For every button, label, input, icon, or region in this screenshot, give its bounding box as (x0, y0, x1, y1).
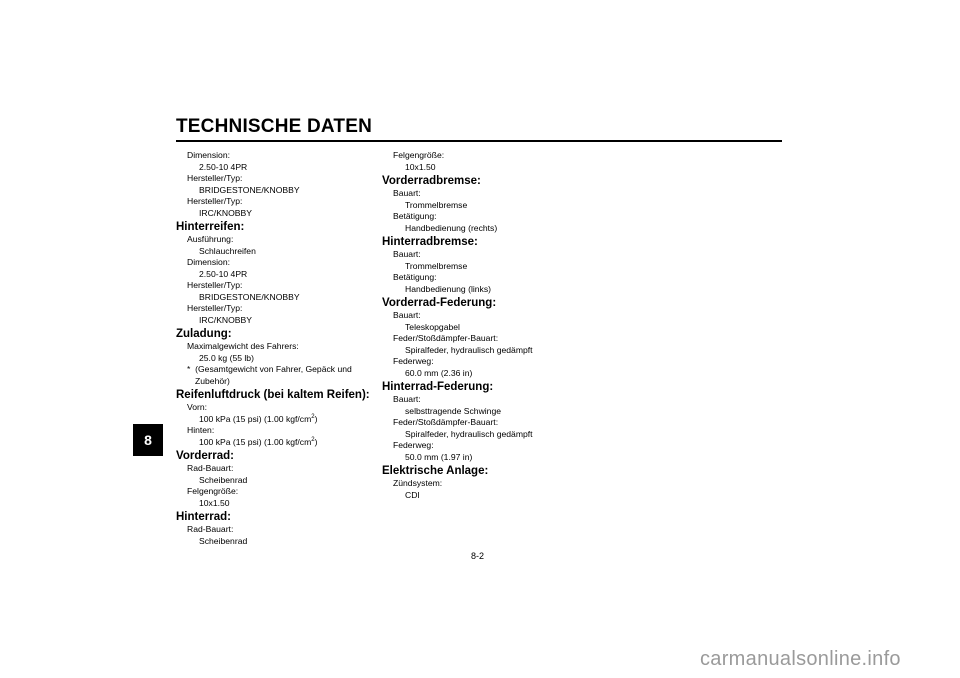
left-column (176, 150, 376, 547)
spec-label: Rad-Bauart: (187, 524, 234, 534)
title-rule (176, 140, 782, 142)
spec-label: Bauart: (393, 394, 421, 404)
section-heading-electrical: Elektrische Anlage: (382, 465, 489, 477)
spec-label: Felgengröße: (393, 150, 445, 160)
page-number: 8-2 (471, 551, 485, 561)
spec-value: IRC/KNOBBY (199, 314, 253, 325)
spec-value: Schlauchreifen (199, 245, 256, 256)
section-heading-rear-suspension: Hinterrad-Federung: (382, 381, 494, 393)
spec-value-rear-pressure: 100 kPa (15 psi) (1.00 kgf/$cm^2$) (199, 436, 318, 447)
spec-label: Dimension: (187, 150, 230, 160)
note-text-2: Zubehör) (195, 375, 230, 386)
section-heading-front-wheel: Vorderrad: (176, 450, 234, 462)
spec-label: Zündsystem: (393, 478, 443, 488)
spec-label: Betätigung: (393, 211, 437, 221)
spec-label: Rad-Bauart: (187, 463, 234, 473)
spec-value: 50.0 mm (1.97 in) (405, 451, 473, 462)
spec-label: Bauart: (393, 188, 421, 198)
spec-label: Bauart: (393, 249, 421, 259)
section-heading-rear-brake: Hinterradbremse: (382, 236, 478, 248)
section-heading-rear-tire: Hinterreifen: (176, 221, 245, 233)
note-star: * (187, 364, 191, 374)
spec-value: 10x1.50 (199, 497, 230, 508)
spec-label: Dimension: (187, 257, 230, 267)
spec-value: Handbedienung (rechts) (405, 222, 498, 233)
note-text-1: (Gesamtgewicht von Fahrer, Gepäck und (195, 364, 352, 374)
spec-value: Handbedienung (links) (405, 283, 491, 294)
spec-value-front-pressure: 100 kPa (15 psi) (1.00 kgf/$cm^2$) (199, 413, 318, 424)
spec-label: Hersteller/Typ: (187, 173, 243, 183)
spec-label: Feder/Stoßdämpfer-Bauart: (393, 333, 499, 343)
page-title: TECHNISCHE DATEN (176, 116, 373, 137)
section-heading-front-brake: Vorderradbremse: (382, 175, 481, 187)
section-heading-rear-wheel: Hinterrad: (176, 511, 231, 523)
spec-value: selbsttragende Schwinge (405, 405, 502, 416)
spec-label: Bauart: (393, 310, 421, 320)
spec-value: Teleskopgabel (405, 321, 460, 332)
spec-value: 2.50-10 4PR (199, 161, 248, 172)
spec-label: Hersteller/Typ: (187, 303, 243, 313)
section-heading-tire-pressure: Reifenluftdruck (bei kaltem Reifen): (176, 389, 370, 401)
spec-label: Federweg: (393, 440, 434, 450)
spec-label: Betätigung: (393, 272, 437, 282)
spec-label: Hinten: (187, 425, 215, 435)
spec-label: Felgengröße: (187, 486, 239, 496)
spec-value: BRIDGESTONE/KNOBBY (199, 184, 300, 195)
spec-value: BRIDGESTONE/KNOBBY (199, 291, 300, 302)
spec-label: Feder/Stoßdämpfer-Bauart: (393, 417, 499, 427)
spec-value: IRC/KNOBBY (199, 207, 253, 218)
spec-value: Scheibenrad (199, 474, 248, 485)
spec-value: Scheibenrad (199, 535, 248, 546)
spec-value: Trommelbremse (405, 199, 468, 210)
load-note (176, 364, 376, 387)
spec-label: Maximalgewicht des Fahrers: (187, 341, 299, 351)
spec-label: Hersteller/Typ: (187, 280, 243, 290)
watermark: carmanualsonline.info (700, 648, 901, 670)
spec-value: Spiralfeder, hydraulisch gedämpft (405, 344, 533, 355)
spec-value: Trommelbremse (405, 260, 468, 271)
spec-label: Ausführung: (187, 234, 234, 244)
spec-value: Spiralfeder, hydraulisch gedämpft (405, 428, 533, 439)
spec-value: 25.0 kg (55 lb) (199, 352, 254, 363)
spec-value: 60.0 mm (2.36 in) (405, 367, 473, 378)
section-heading-load: Zuladung: (176, 328, 232, 340)
chapter-tab: 8 (133, 424, 163, 456)
spec-value: 2.50-10 4PR (199, 268, 248, 279)
section-heading-front-suspension: Vorderrad-Federung: (382, 297, 497, 309)
spec-label: Hersteller/Typ: (187, 196, 243, 206)
right-column (382, 150, 582, 501)
spec-value: 10x1.50 (405, 161, 436, 172)
spec-label: Vorn: (187, 402, 208, 412)
spec-value: CDI (405, 489, 420, 500)
spec-label: Federweg: (393, 356, 434, 366)
